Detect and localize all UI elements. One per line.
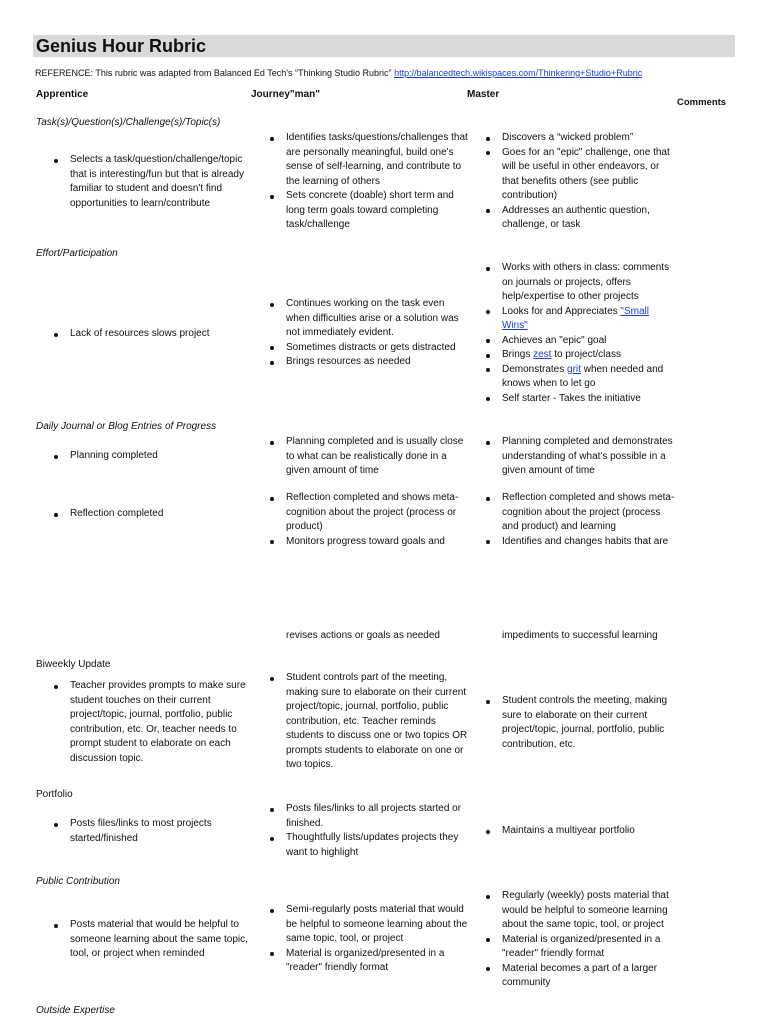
list-item-text: when needed and knows when to let go [502, 363, 664, 389]
list-item: Student controls the meeting, making sure to elaborate on their current project/topic, journal, portfolio, public contribution, etc. [484, 694, 676, 752]
page-title: Genius Hour Rubric [36, 36, 207, 56]
section-label-portfolio: Portfolio [36, 789, 73, 800]
list-item: Achieves an "epic" goal [484, 334, 676, 349]
task-master [484, 131, 676, 233]
list-item: Posts files/links to most projects started/finished [52, 817, 257, 846]
task-apprentice [52, 153, 257, 211]
effort-apprentice [52, 327, 257, 342]
list-item: Maintains a multiyear portfolio [484, 824, 676, 839]
list-item: Identifies tasks/questions/challenges that are personally meaningful, build one's sense of self-learning, and contribute to the learning of others [268, 131, 470, 189]
list-item: Sets concrete (doable) short term and long term goals toward completing task/challenge [268, 189, 470, 233]
list-item: Brings resources as needed [268, 355, 470, 370]
portfolio-apprentice [52, 817, 257, 846]
list-item: Planning completed and demonstrates understanding of what's possible in a given amount of time [484, 435, 676, 479]
list-item: Reflection completed [52, 507, 257, 522]
section-label-journal: Daily Journal or Blog Entries of Progress [36, 421, 217, 432]
zest-link[interactable]: zest [533, 349, 552, 360]
section-label-public: Public Contribution [36, 876, 120, 887]
journal-master-1 [484, 435, 676, 479]
section-label-outside: Outside Expertise [36, 1005, 115, 1016]
grit-link[interactable]: grit [567, 363, 581, 375]
list-item-text: to project/class [551, 349, 621, 360]
section-label-task: Task(s)/Question(s)/Challenge(s)/Topic(s) [36, 117, 221, 128]
list-item: Planning completed and is usually close to what can be realistically done in a given amount of time [268, 435, 470, 479]
task-journeyman [268, 131, 470, 233]
list-item: Identifies and changes habits that are [484, 535, 676, 550]
section-label-effort: Effort/Participation [36, 248, 118, 259]
list-item: Goes for an "epic" challenge, one that will be useful in other endeavors, or that benefits others (see public contribution) [484, 146, 676, 204]
list-item [484, 305, 676, 334]
list-item: Addresses an authentic question, challenge, or task [484, 204, 676, 233]
list-item: Student controls part of the meeting, making sure to elaborate on their current project/topic, journal, portfolio, public contribution, etc. Teacher reminds students to discuss one or two topics OR prompts students to elaborate on one or two topics. [268, 671, 470, 773]
list-item: Planning completed [52, 449, 257, 464]
list-item: Material is organized/presented in a "reader" friendly format [484, 933, 676, 962]
reference-text: REFERENCE: This rubric was adapted from Balanced Ed Tech's “Thinking Studio Rubric” [35, 68, 392, 78]
list-item: Discovers a “wicked problem” [484, 131, 676, 146]
journal-master-2 [484, 491, 676, 549]
biweekly-master [484, 694, 676, 752]
header-journeyman: Journey"man" [251, 89, 320, 100]
list-item: Continues working on the task even when difficulties arise or a solution was not immediately evident. [268, 297, 470, 341]
list-item: Selects a task/question/challenge/topic that is interesting/fun but that is already familiar to student and doesn't find opportunities to learn/contribute [52, 153, 257, 211]
public-journeyman [268, 903, 470, 976]
list-item: Semi-regularly posts material that would be helpful to someone learning about the same topic, tool, or project [268, 903, 470, 947]
list-item [484, 363, 676, 392]
list-item: Self starter - Takes the initiative [484, 392, 676, 407]
journal-journeyman-1 [268, 435, 470, 479]
list-item-text: Brings [502, 349, 534, 360]
list-item: Thoughtfully lists/updates projects they want to highlight [268, 831, 470, 860]
list-item: Posts material that would be helpful to someone learning about the same topic, tool, or project when reminded [52, 918, 257, 962]
journal-journeyman-cont: revises actions or goals as needed [286, 630, 440, 641]
list-item: Material becomes a part of a larger community [484, 962, 676, 991]
portfolio-journeyman [268, 802, 470, 860]
list-item: Sometimes distracts or gets distracted [268, 341, 470, 356]
list-item [484, 348, 676, 363]
list-item: Lack of resources slows project [52, 327, 257, 342]
effort-master [484, 261, 676, 406]
journal-master-cont: impediments to successful learning [502, 630, 658, 641]
reference-link[interactable]: http://balancedtech.wikispaces.com/Thinkering+Studio+Rubric [394, 68, 643, 78]
list-item: Reflection completed and shows meta-cognition about the project (process or product) [268, 491, 470, 535]
list-item: Material is organized/presented in a "reader" friendly format [268, 947, 470, 976]
list-item-text: Demonstrates [502, 363, 568, 375]
journal-apprentice-2 [52, 507, 257, 522]
portfolio-master [484, 824, 676, 839]
journal-journeyman-2 [268, 491, 470, 549]
header-master: Master [467, 89, 500, 100]
biweekly-journeyman [268, 671, 470, 773]
list-item: Works with others in class: comments on journals or projects, offers help/expertise to other projects [484, 261, 676, 305]
public-apprentice [52, 918, 257, 962]
list-item: Posts files/links to all projects started or finished. [268, 802, 470, 831]
list-item: Reflection completed and shows meta-cognition about the project (process and product) and learning [484, 491, 676, 535]
header-comments: Comments [677, 97, 727, 108]
small-wins-link[interactable]: "Small Wins" [502, 305, 649, 331]
reference-line [35, 67, 642, 79]
biweekly-apprentice [52, 679, 257, 766]
list-item-text: Looks for and Appreciates [502, 305, 621, 317]
effort-journeyman [268, 297, 470, 370]
journal-apprentice-1 [52, 449, 257, 464]
public-master [484, 889, 676, 991]
list-item: Teacher provides prompts to make sure student touches on their current project/topic, journal, portfolio, public contribution, etc. Or, teacher needs to prompt student to elaborate on each discussion topic. [52, 679, 257, 766]
list-item: Monitors progress toward goals and [268, 535, 470, 550]
section-label-biweekly: Biweekly Update [36, 659, 111, 670]
header-apprentice: Apprentice [36, 89, 89, 100]
list-item: Regularly (weekly) posts material that would be helpful to someone learning about the same topic, tool, or project [484, 889, 676, 933]
